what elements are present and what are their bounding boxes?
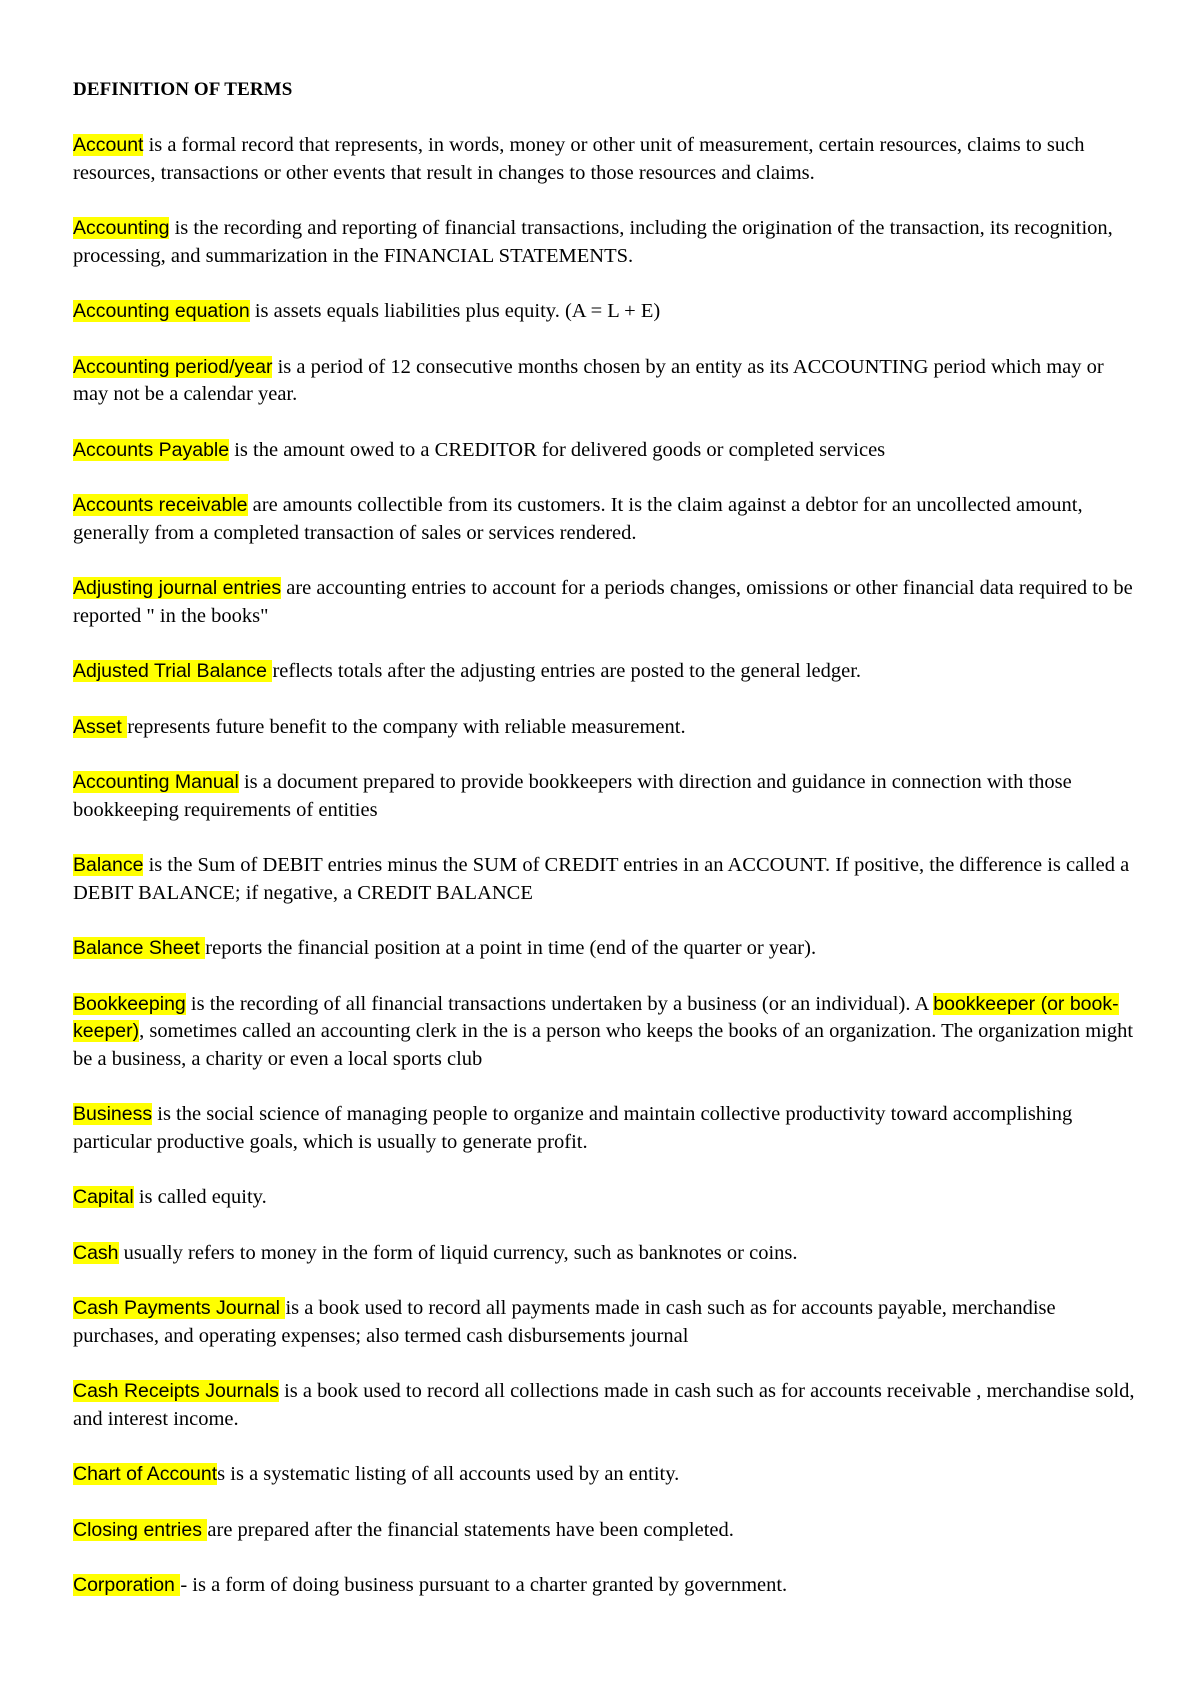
definition-text: is a book used to record all payments made in cash such as for accounts payable, merchandise purchases, and operating expenses; also termed cash disbursements journal — [73, 1297, 1056, 1347]
definition-text: is a period of 12 consecutive months chosen by an entity as its ACCOUNTING period which may or may not be a calendar year. — [73, 355, 1104, 405]
definition-text: reports the financial position at a point in time (end of the quarter or year). — [205, 937, 817, 959]
term: Adjusted Trial Balance — [73, 660, 273, 682]
term-secondary: bookkeeper (or book-keeper) — [73, 992, 1119, 1042]
definition-text: reflects totals after the adjusting entries are posted to the general ledger. — [272, 660, 862, 682]
definition-asset — [73, 714, 1143, 742]
definition-text: is assets equals liabilities plus equity. (A = L + E) — [249, 300, 661, 322]
definition-text: is the Sum of DEBIT entries minus the SUM of CREDIT entries in an ACCOUNT. If positive, the difference is called a DEBIT BALANCE; if negative, a CREDIT BALANCE — [73, 854, 1130, 904]
definition-balance — [73, 852, 1143, 907]
term: Cash — [73, 1241, 119, 1264]
definition-text-secondary: , sometimes called an accounting clerk in the is a person who keeps the books of an organization. The organization might be a business, a charity or even a local sports club — [73, 1020, 1134, 1070]
definition-text: are accounting entries to account for a periods changes, omissions or other financial data required to be reported " in the books" — [73, 577, 1133, 627]
document-title: DEFINITION OF TERMS — [73, 79, 293, 100]
definition-text: s is a systematic listing of all accounts used by an entity. — [217, 1463, 680, 1485]
definition-corporation — [73, 1572, 1143, 1600]
term: Cash Payments Journal — [73, 1297, 286, 1319]
term: Accounting period/year — [73, 355, 273, 378]
definition-text: - is a form of doing business pursuant to a charter granted by government. — [180, 1574, 788, 1596]
term: Capital — [73, 1186, 134, 1208]
document-content — [73, 76, 1143, 1628]
definition-text: is a book used to record all collections made in cash such as for accounts receivable , merchandise sold, and interest income. — [73, 1380, 1135, 1430]
term: Cash Receipts Journals — [73, 1380, 279, 1402]
term: Adjusting journal entries — [73, 577, 282, 599]
definition-accounts-payable — [73, 437, 1143, 465]
term: Accounts Payable — [73, 438, 230, 461]
definition-adjusting-journal-entries — [73, 575, 1143, 630]
definition-text: are prepared after the financial statements have been completed. — [207, 1518, 734, 1541]
definition-accounting-period — [73, 354, 1143, 409]
definition-bookkeeping — [73, 991, 1143, 1074]
definition-business — [73, 1101, 1143, 1156]
definition-text: is the amount owed to a CREDITOR for delivered goods or completed services — [229, 438, 886, 461]
definition-text: is a formal record that represents, in words, money or other unit of measurement, certain resources, claims to such resources, transactions or other events that result in changes to those resources and claims. — [73, 134, 1085, 184]
definition-text: represents future benefit to the company with reliable measurement. — [127, 715, 686, 738]
definition-adjusted-trial-balance — [73, 658, 1143, 686]
term: Closing entries — [73, 1518, 208, 1541]
definition-text: is the recording and reporting of financial transactions, including the origination of the transaction, its recognition, processing, and summarization in the FINANCIAL STATEMENTS. — [73, 217, 1113, 267]
definition-text: is the social science of managing people to organize and maintain collective productivity toward accomplishing particular productive goals, which is usually to generate profit. — [73, 1103, 1073, 1153]
definition-capital — [73, 1184, 1143, 1212]
term: Asset — [73, 715, 128, 738]
definition-accounting — [73, 215, 1143, 270]
term: Account — [73, 134, 144, 156]
definition-balance-sheet — [73, 935, 1143, 963]
term: Bookkeeping — [73, 992, 186, 1015]
definition-cash — [73, 1240, 1143, 1268]
definition-accounting-manual — [73, 769, 1143, 824]
term: Accounting Manual — [73, 771, 239, 793]
definition-closing-entries — [73, 1517, 1143, 1545]
definition-text: usually refers to money in the form of liquid currency, such as banknotes or coins. — [118, 1241, 798, 1264]
term: Corporation — [73, 1574, 181, 1596]
definition-account — [73, 132, 1143, 187]
term: Business — [73, 1103, 153, 1125]
definition-text: is the recording of all financial transactions undertaken by a business (or an individual). A — [185, 992, 934, 1015]
definition-text: is a document prepared to provide bookkeepers with direction and guidance in connection with those bookkeeping requirements of entities — [73, 771, 1072, 821]
definition-text: is called equity. — [133, 1186, 267, 1208]
term: Chart of Account — [73, 1463, 218, 1485]
definition-chart-of-accounts — [73, 1461, 1143, 1489]
term: Accounting equation — [73, 300, 250, 322]
definition-cash-payments-journal — [73, 1295, 1143, 1350]
definition-accounts-receivable — [73, 492, 1143, 547]
term: Balance Sheet — [73, 937, 206, 959]
definition-accounting-equation — [73, 298, 1143, 326]
term: Accounting — [73, 217, 170, 239]
term: Balance — [73, 854, 144, 876]
definition-text: are amounts collectible from its customers. It is the claim against a debtor for an uncollected amount, generally from a completed transaction of sales or services rendered. — [73, 494, 1083, 544]
definition-cash-receipts-journals — [73, 1378, 1143, 1433]
term: Accounts receivable — [73, 494, 248, 516]
